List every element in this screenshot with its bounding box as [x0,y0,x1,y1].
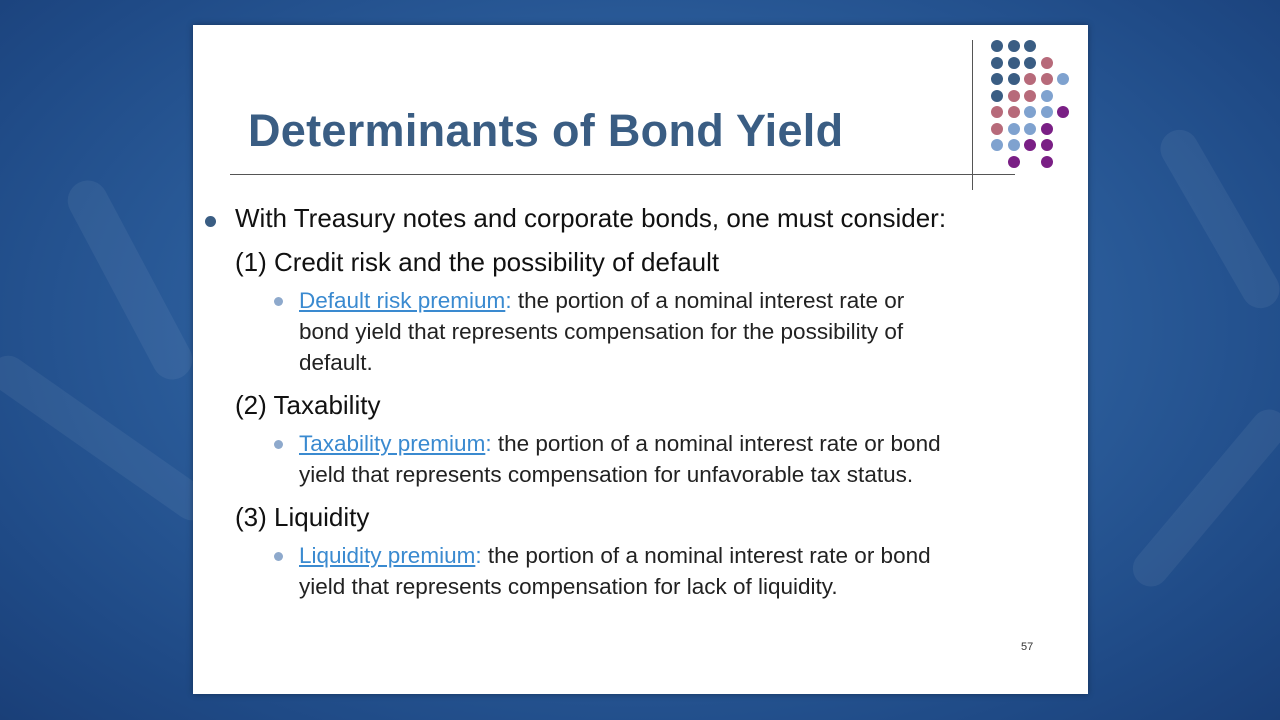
factor-heading: (3) Liquidity [235,502,370,532]
term-colon: : [485,431,492,456]
definition-line: yield that represents compensation for unfavorable tax status. [299,462,914,487]
liquidity-premium-link[interactable]: Liquidity premium [299,543,476,568]
slide-body [193,25,1088,694]
bullet-icon [274,552,283,561]
bullet-icon [274,297,283,306]
default-risk-premium-link[interactable]: Default risk premium [299,288,506,313]
definition-line [299,288,904,314]
background-decoration [61,173,200,386]
intro-text: With Treasury notes and corporate bonds, one must consider: [235,203,947,233]
definition-text: the portion of a nominal interest rate or bond [481,543,931,568]
definition-line: bond yield that represents compensation for the possibility of [299,319,904,344]
page-number: 57 [1021,641,1034,653]
bullet-icon [205,216,216,227]
background-decoration [1126,402,1280,594]
slide-title: Determinants of Bond Yield [248,105,844,156]
background-decoration [1154,123,1280,315]
factor-heading: (1) Credit risk and the possibility of default [235,247,720,277]
taxability-premium-link[interactable]: Taxability premium [299,431,486,456]
factor-heading: (2) Taxability [235,390,381,420]
definition-line: yield that represents compensation for lack of liquidity. [299,574,838,599]
definition-text: the portion of a nominal interest rate or [511,288,905,313]
term-colon: : [475,543,482,568]
term-colon: : [505,288,512,313]
definition-line [299,543,931,569]
definition-text: the portion of a nominal interest rate or bond [491,431,941,456]
definition-line [299,431,941,457]
slide [193,25,1088,694]
definition-line: default. [299,350,373,375]
bullet-icon [274,440,283,449]
